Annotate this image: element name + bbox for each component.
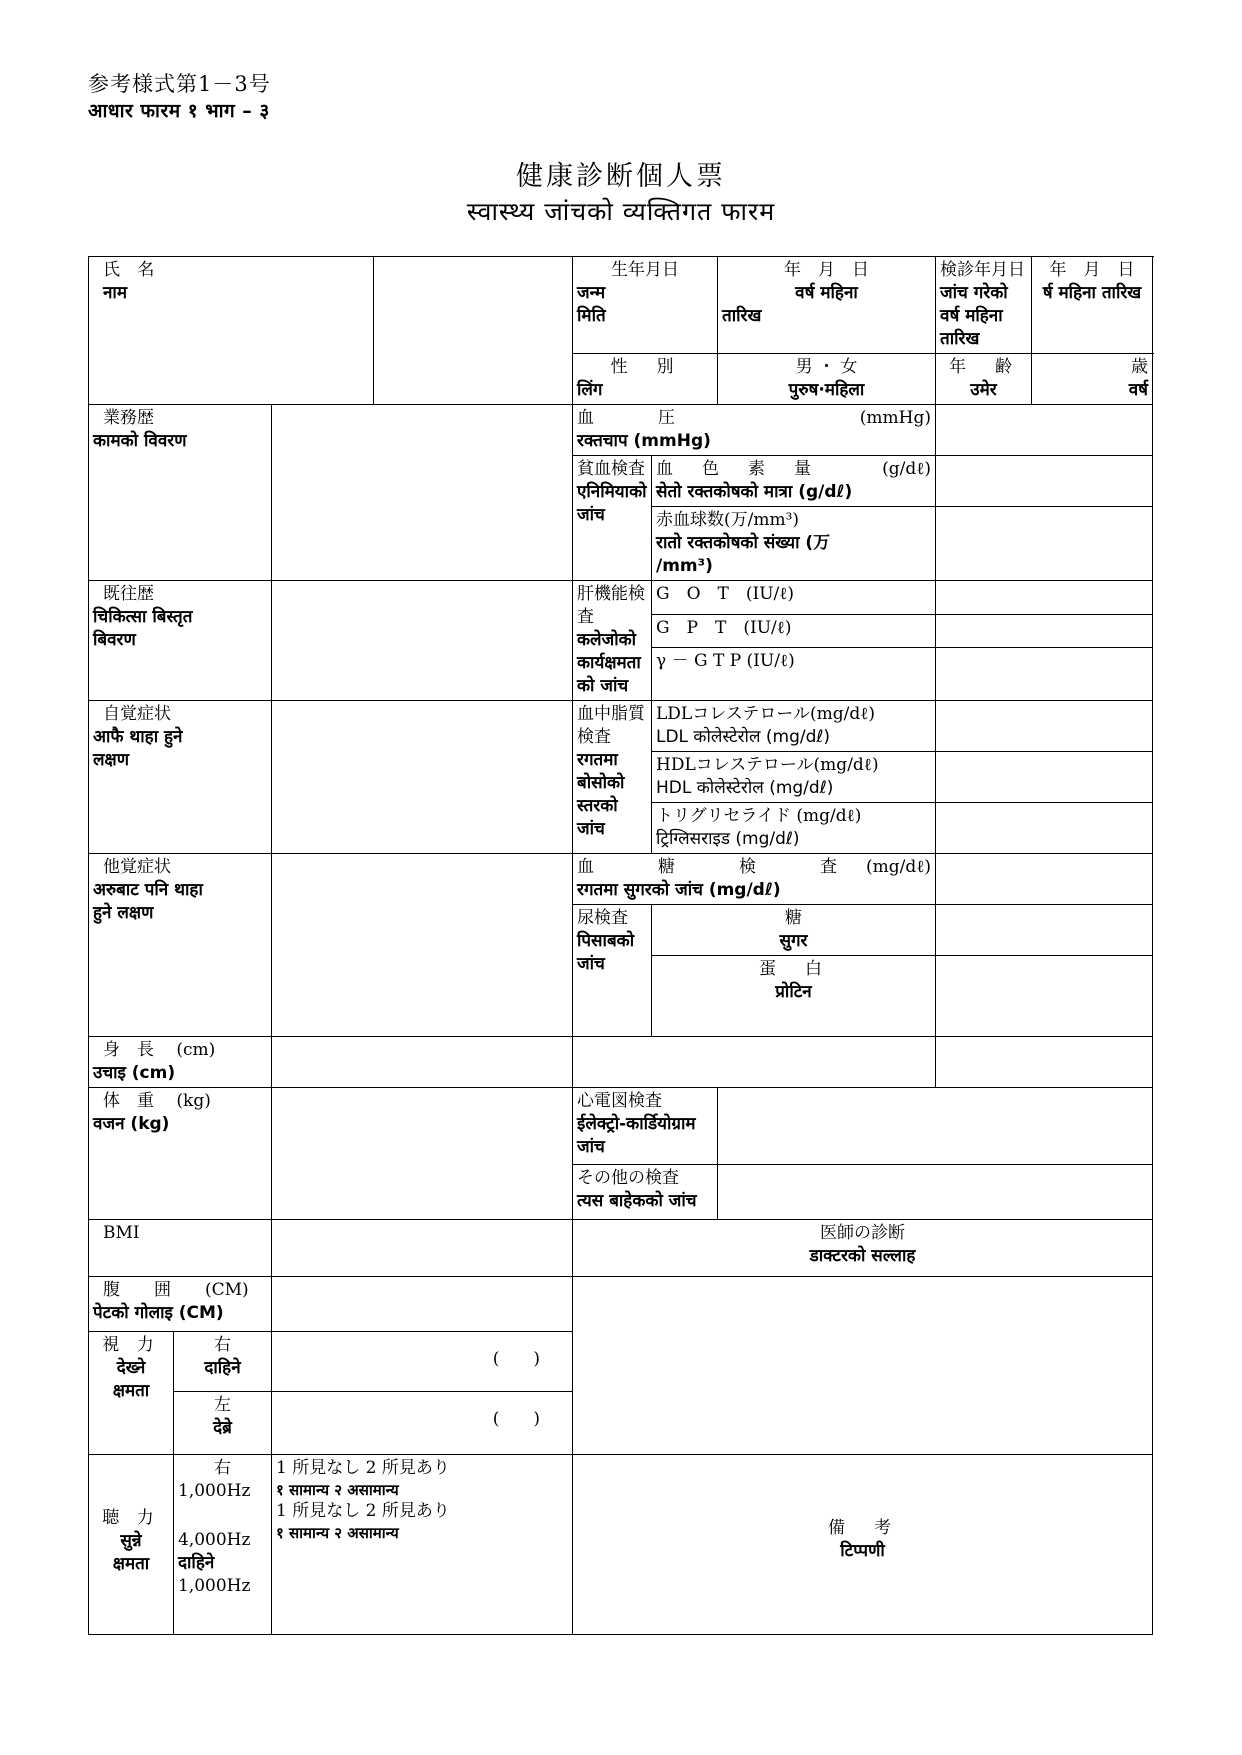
name-label-jp: 氏 名 [103, 260, 161, 280]
cell-name-label [89, 257, 374, 405]
weight-label-jp: 体 重 (kg) [103, 1091, 211, 1111]
vision-label-jp: 視 力 [102, 1335, 160, 1355]
cell-objective-label [89, 854, 272, 1037]
age-label-np: उमेर [970, 380, 997, 400]
hearing-1000hz: 1,000Hz [178, 1481, 251, 1501]
cell-vision-label [89, 1332, 174, 1455]
cell-hemoglobin-label [652, 456, 936, 507]
cell-hearing-freq-label [174, 1455, 272, 1635]
name-label-np: नाम [103, 283, 128, 303]
row-height [89, 1037, 1153, 1088]
reference-number-jp: 参考様式第1－3号 [88, 72, 271, 96]
row-weight-ecg [89, 1088, 1153, 1165]
got-label: G O T (IU/ℓ) [656, 584, 795, 604]
rbc-label-jp: 赤血球数(万/mm³) [656, 510, 800, 530]
urine-sugar-jp: 糖 [785, 908, 802, 928]
cell-tg-label [652, 803, 936, 854]
remarks-label-jp: 備 考 [828, 1518, 897, 1538]
doctor-label-np: डाक्टरको सल्लाह [809, 1246, 916, 1266]
cell-bp-value[interactable] [936, 405, 1153, 456]
height-label-jp: 身 長 (cm) [103, 1040, 216, 1060]
exam-label-np1: जांच गरेको [940, 283, 1008, 303]
bp-label-np: रक्तचाप (mmHg) [577, 431, 711, 451]
lipid-label-jp2: 検査 [577, 727, 611, 747]
form-title-jp: 健康診断個人票 [516, 161, 726, 192]
cell-glucose-value[interactable] [936, 854, 1153, 905]
cell-weight-value[interactable] [272, 1088, 573, 1220]
cell-bmi-label [89, 1220, 272, 1277]
work-history-jp: 業務歴 [103, 408, 154, 428]
ggtp-label: γ － G T P (IU/ℓ) [656, 651, 795, 671]
cell-ldl-value[interactable] [936, 701, 1153, 752]
cell-objective-value[interactable] [272, 854, 573, 1037]
cell-remarks[interactable] [573, 1455, 1153, 1635]
cell-rbc-value[interactable] [936, 507, 1153, 581]
urine-sugar-np: सुगर [779, 931, 808, 951]
liver-label-jp1: 肝機能検 [577, 584, 645, 604]
cell-ldl-label [652, 701, 936, 752]
cell-hearing-label [89, 1455, 174, 1635]
subjective-np1: आफै थाहा हुने [93, 727, 183, 747]
cell-vision-right-label [174, 1332, 272, 1392]
form-title-np: स्वास्थ्य जांचको व्यक्तिगत फारम [466, 197, 776, 226]
lipid-label-np3: स्तरको [577, 796, 618, 816]
cell-doctor-diagnosis-value[interactable] [573, 1277, 1153, 1455]
cell-doctor-diagnosis-label [573, 1220, 1153, 1277]
cell-ggtp-label [652, 648, 936, 701]
cell-urine-protein-label [652, 956, 936, 1037]
cell-weight-label [89, 1088, 272, 1220]
cell-gpt-value[interactable] [936, 614, 1153, 648]
bmi-label: BMI [103, 1223, 140, 1243]
row-waist [89, 1277, 1153, 1332]
hb-row-jp [656, 458, 931, 481]
vision-left-np: देब्रे [213, 1418, 232, 1438]
hearing-label-jp: 聴 力 [102, 1508, 160, 1528]
cell-work-history-value[interactable] [272, 405, 573, 581]
hdl-label-np: HDL कोलेस्टेरोल (mg/dℓ) [656, 778, 834, 798]
other-exam-np: त्यस बाहेकको जांच [577, 1191, 697, 1211]
cell-ggtp-value[interactable] [936, 648, 1153, 701]
row-history-got [89, 581, 1153, 615]
vision-right-paren: ( ) [492, 1349, 540, 1369]
lipid-label-np2: बोसोको [577, 773, 625, 793]
vision-right-jp: 右 [214, 1335, 231, 1355]
hdl-label-jp: HDLコレステロール(mg/dℓ) [656, 755, 879, 775]
ldl-label-np: LDL कोलेस्टेरोल (mg/dℓ) [656, 727, 831, 747]
cell-height-label [89, 1037, 272, 1088]
liver-label-np2: कार्यक्षमता [577, 653, 641, 673]
hearing-right-np: दाहिने [178, 1553, 215, 1573]
anemia-label-jp: 貧血検査 [577, 459, 645, 479]
waist-label-jp: 腹 囲 (CM) [103, 1280, 249, 1300]
liver-label-jp2: 査 [577, 607, 594, 627]
cell-sex-value[interactable] [718, 354, 936, 405]
cell-anemia-label [573, 456, 652, 581]
cell-other-exam-label [573, 1165, 718, 1220]
hb-unit-jp: (g/dℓ) [882, 459, 931, 479]
tg-label-jp: トリグリセライド (mg/dℓ) [656, 806, 862, 826]
cell-glucose-label [573, 854, 936, 905]
row-subjective-ldl [89, 701, 1153, 752]
hearing-4000hz: 4,000Hz [178, 1530, 251, 1550]
cell-medical-history-value[interactable] [272, 581, 573, 701]
objective-np1: अरुबाट पनि थाहा [93, 880, 203, 900]
cell-height-value[interactable] [272, 1037, 573, 1088]
age-value-jp: 歳 [1131, 357, 1148, 377]
cell-subjective-value[interactable] [272, 701, 573, 854]
medical-history-np2: बिवरण [93, 630, 136, 650]
cell-other-exam-value[interactable] [718, 1165, 1153, 1220]
reference-number-np: आधार फारम १ भाग – ३ [88, 100, 270, 122]
gpt-label: G P T (IU/ℓ) [656, 617, 792, 638]
hearing-option-np-1: १ सामान्य २ असामान्य [276, 1481, 399, 1499]
remarks-label-np: टिप्पणी [840, 1541, 885, 1561]
cell-vision-right-value[interactable] [272, 1332, 573, 1392]
cell-hdl-value[interactable] [936, 752, 1153, 803]
cell-height-right-blank [573, 1037, 936, 1088]
urine-label-np2: जांच [577, 954, 605, 974]
cell-ecg-label [573, 1088, 718, 1165]
sex-value-jp: 男 ・ 女 [795, 357, 858, 377]
cell-lipid-label [573, 701, 652, 854]
urine-protein-np: प्रोटिन [775, 982, 812, 1002]
glucose-label-np: रगतमा सुगरको जांच (mg/dℓ) [577, 880, 781, 900]
ecg-label-np1: ईलेक्ट्रो-कार्डियोग्राम [577, 1114, 696, 1134]
birth-label-np2: मिति [577, 306, 606, 326]
cell-work-history-label [89, 405, 272, 581]
birth-label-np1: जन्म [577, 283, 606, 303]
exam-label-np2: वर्ष महिना [940, 306, 1003, 326]
cell-urine-protein-value[interactable] [936, 956, 1153, 1037]
work-history-np: कामको विवरण [93, 431, 187, 451]
cell-waist-value[interactable] [272, 1277, 573, 1332]
ldl-label-jp: LDLコレステロール(mg/dℓ) [656, 704, 876, 724]
hb-label-jp: 血 色 素 量 [656, 459, 817, 479]
cell-height-right-value[interactable] [936, 1037, 1153, 1088]
vision-left-paren: ( ) [492, 1409, 540, 1429]
cell-birth-label [573, 257, 718, 354]
health-exam-table [88, 256, 1153, 1635]
cell-vision-left-value[interactable] [272, 1392, 573, 1455]
age-value-np: वर्ष [1128, 380, 1148, 400]
cell-tg-value[interactable] [936, 803, 1153, 854]
hearing-option-np-2: १ सामान्य २ असामान्य [276, 1524, 399, 1542]
birth-value-np1: वर्ष महिना [795, 283, 858, 303]
liver-label-np3: को जांच [577, 676, 629, 696]
cell-vision-left-label [174, 1392, 272, 1455]
sex-value-np: पुरुष·महिला [788, 380, 865, 400]
cell-hdl-label [652, 752, 936, 803]
glucose-label-jp: 血 糖 検 査 [577, 857, 847, 877]
hearing-label-np1: सुन्ने [120, 1531, 142, 1551]
urine-label-np1: पिसाबको [577, 931, 635, 951]
cell-got-value[interactable] [936, 581, 1153, 615]
hearing-right-jp: 右 [214, 1458, 231, 1478]
cell-waist-label [89, 1277, 272, 1332]
cell-got-label [652, 581, 936, 615]
cell-exam-date-value[interactable] [1032, 257, 1153, 354]
cell-birth-value[interactable] [718, 257, 936, 354]
age-label-jp: 年 齢 [949, 357, 1018, 377]
cell-medical-history-label [89, 581, 272, 701]
identity-row-birth [89, 257, 1153, 354]
waist-label-np: पेटको गोलाइ (CM) [93, 1303, 224, 1323]
objective-np2: हुने लक्षण [93, 903, 154, 923]
cell-subjective-label [89, 701, 272, 854]
rbc-label-np2: /mm³) [656, 556, 713, 576]
bp-label-jp: 血 圧 [577, 408, 685, 428]
glucose-unit-jp: (mg/dℓ) [865, 857, 931, 877]
height-label-np: उचाइ (cm) [93, 1063, 176, 1083]
cell-urine-label [573, 905, 652, 1037]
vision-right-np: दाहिने [204, 1358, 241, 1378]
sex-label-jp: 性 別 [610, 357, 680, 377]
objective-jp: 他覚症状 [103, 857, 171, 877]
glucose-row-jp [577, 856, 931, 879]
lipid-label-jp1: 血中脂質 [577, 704, 645, 724]
form-title [0, 160, 1242, 230]
vision-left-jp: 左 [214, 1395, 231, 1415]
birth-value-np2: तारिख [722, 306, 762, 326]
row-bmi-diagnosis [89, 1220, 1153, 1277]
hb-label-np: सेतो रक्तकोषको मात्रा (g/dℓ) [656, 482, 853, 502]
cell-liver-label [573, 581, 652, 701]
hearing-option-jp-2: 1 所見なし 2 所見あり [276, 1501, 450, 1521]
row-work-bp [89, 405, 1153, 456]
weight-label-np: वजन (kg) [93, 1114, 170, 1134]
subjective-jp: 自覚症状 [103, 704, 171, 724]
urine-label-jp: 尿検査 [577, 908, 628, 928]
hearing-label-np2: क्षमता [112, 1554, 150, 1574]
cell-urine-sugar-value[interactable] [936, 905, 1153, 956]
exam-value-np: र्ष महिना तारिख [1042, 283, 1142, 303]
medical-history-np1: चिकित्सा बिस्तृत [93, 607, 193, 627]
urine-protein-jp: 蛋 白 [759, 959, 828, 979]
tg-label-np: ट्रिग्लिसराइड (mg/dℓ) [656, 829, 800, 849]
liver-label-np1: कलेजोको [577, 630, 637, 650]
birth-label-jp: 生年月日 [611, 260, 679, 280]
cell-exam-date-label [936, 257, 1032, 354]
cell-age-label [936, 354, 1032, 405]
lipid-label-np4: जांच [577, 819, 605, 839]
cell-bp-label [573, 405, 936, 456]
hearing-option-jp-1: 1 所見なし 2 所見あり [276, 1458, 450, 1478]
row-objective-glucose [89, 854, 1153, 905]
cell-hemoglobin-value[interactable] [936, 456, 1153, 507]
cell-ecg-value[interactable] [718, 1088, 1153, 1165]
cell-urine-sugar-label [652, 905, 936, 956]
anemia-label-np1: एनिमियाको [577, 482, 647, 502]
vision-label-np2: क्षमता [112, 1381, 150, 1401]
bp-row-jp [577, 407, 931, 430]
doctor-label-jp: 医師の診断 [820, 1223, 905, 1243]
vision-label-np1: देख्ने [116, 1358, 146, 1378]
cell-hearing-options[interactable] [272, 1455, 573, 1635]
hearing-1000hz-b: 1,000Hz [178, 1576, 251, 1596]
subjective-np2: लक्षण [93, 750, 130, 770]
medical-history-jp: 既往歴 [103, 584, 154, 604]
exam-label-jp: 検診年月日 [940, 260, 1025, 280]
cell-rbc-label [652, 507, 936, 581]
cell-name-value[interactable] [374, 257, 573, 405]
lipid-label-np1: रगतमा [577, 750, 618, 770]
cell-bmi-value[interactable] [272, 1220, 573, 1277]
exam-value-jp: 年 月 日 [1049, 260, 1135, 280]
bp-unit-jp: (mmHg) [859, 408, 931, 428]
ecg-label-jp: 心電図検査 [577, 1091, 662, 1111]
cell-age-value[interactable] [1032, 354, 1153, 405]
reference-header [88, 70, 271, 124]
exam-label-np3: तारिख [940, 329, 980, 349]
row-hearing [89, 1455, 1153, 1635]
birth-value-jp: 年 月 日 [784, 260, 869, 280]
cell-sex-label [573, 354, 718, 405]
sex-label-np: लिंग [577, 380, 603, 400]
ecg-label-np2: जांच [577, 1137, 605, 1157]
rbc-label-np1: रातो रक्तकोषको संख्या (万 [656, 533, 831, 553]
other-exam-jp: その他の検査 [577, 1168, 679, 1188]
anemia-label-np2: जांच [577, 505, 605, 525]
cell-gpt-label [652, 614, 936, 648]
